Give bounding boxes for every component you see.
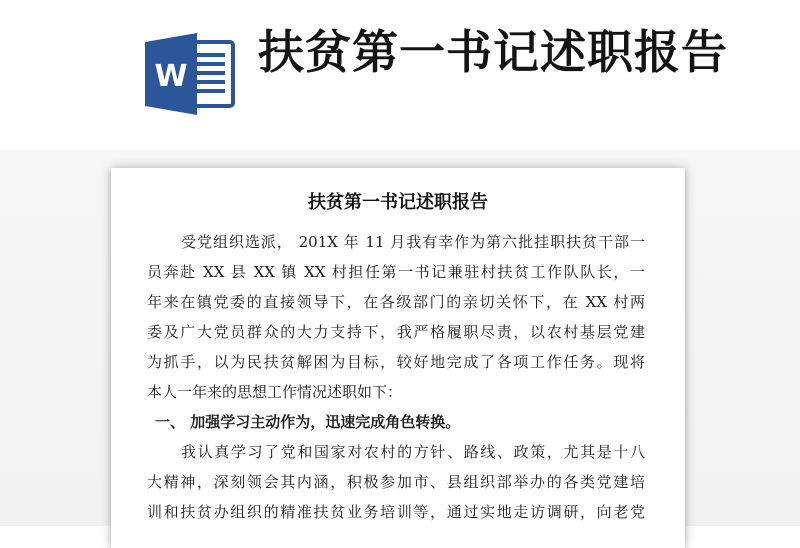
paragraph-line: 受党组织选派， 201X 年 11 月我有幸作为第六批挂职扶贫干部一 bbox=[181, 233, 645, 251]
paragraph-line: 员奔赴 XX 县 XX 镇 XX 村担任第一书记兼驻村扶贫工作队队长，一 bbox=[147, 263, 645, 281]
banner-title: 扶贫第一书记述职报告 bbox=[258, 25, 728, 79]
word-document-icon bbox=[143, 33, 237, 115]
paragraph-line: 委及广大党员群众的大力支持下，我严格履职尽责，以农村基层党建 bbox=[147, 323, 645, 341]
paragraph-line: 大精神，深刻领会其内涵，积极参加市、县组织部举办的各类党建培 bbox=[147, 473, 645, 491]
word-logo-letter: W bbox=[154, 59, 188, 94]
document-title: 扶贫第一书记述职报告 bbox=[308, 192, 488, 213]
paragraph-line: 训和扶贫办组织的精准扶贫业务培训等，通过实地走访调研，向老党 bbox=[147, 503, 645, 521]
paragraph-line: 年来在镇党委的直接领导下，在各级部门的亲切关怀下，在 XX 村两 bbox=[147, 293, 645, 311]
paragraph-line: 为抓手，以为民扶贫解困为目标，较好地完成了各项工作任务。现将 bbox=[147, 353, 645, 371]
banner-header bbox=[0, 0, 800, 150]
section-heading: 一、 加强学习主动作为，迅速完成角色转换。 bbox=[155, 413, 461, 431]
document-page bbox=[111, 168, 685, 548]
paragraph-line: 本人一年来的思想工作情况述职如下： bbox=[147, 383, 403, 401]
paragraph-line: 我认真学习了党和国家对农村的方针、路线、政策，尤其是十八 bbox=[181, 443, 645, 461]
